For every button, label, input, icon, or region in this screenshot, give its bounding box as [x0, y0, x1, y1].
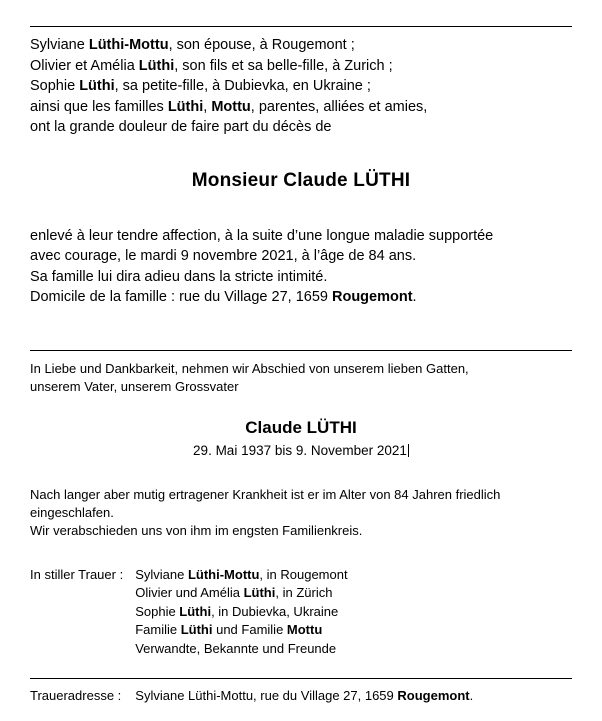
text-line: ont la grande douleur de faire part du décès de [30, 119, 332, 135]
french-notice [0, 27, 602, 308]
text-line: Verwandte, Bekannte und Freunde [135, 640, 337, 656]
text-line: Nach langer aber mutig ertragener Krankheit ist er im Alter von 84 Jahren friedlich [30, 486, 501, 502]
text-line: ainsi que les familles Lüthi, Mottu, parentes, alliées et amies, [30, 98, 428, 115]
french-family-lines [30, 35, 572, 138]
mourners-label: In stiller Trauer : [30, 566, 124, 582]
text-line: enlevé à leur tendre affection, à la suite d’une longue maladie supportée [30, 227, 494, 244]
address-value [135, 688, 473, 703]
deceased-dates-text: 29. Mai 1937 bis 9. November 2021 [193, 442, 407, 458]
obituary-document [0, 26, 602, 721]
deceased-dates [30, 443, 572, 458]
text-line: Sylviane Lüthi-Mottu, in Rougemont [135, 566, 348, 582]
text-line: Sophie Lüthi, sa petite-fille, à Dubievka, en Ukraine ; [30, 78, 371, 94]
text-line: Sa famille lui dira adieu dans la stricte intimité. [30, 268, 328, 285]
text-line: eingeschlafen. [30, 504, 114, 520]
text-line: Olivier et Amélia Lüthi, son fils et sa belle-fille, à Zurich ; [30, 57, 393, 74]
text-cursor [408, 444, 409, 457]
mourners-list [135, 566, 347, 659]
german-mourners [30, 566, 572, 659]
trauer-address [30, 688, 572, 703]
text-line: avec courage, le mardi 9 novembre 2021, à l’âge de 84 ans. [30, 248, 417, 264]
text-line: Sylviane Lüthi-Mottu, son épouse, à Rougemont ; [30, 37, 355, 53]
german-intro [30, 360, 572, 396]
text-line: Familie Lüthi und Familie Mottu [135, 622, 323, 637]
german-body [30, 486, 572, 540]
text-line: Sylviane Lüthi-Mottu, rue du Village 27, 1659 Rougemont. [135, 688, 474, 703]
text-line: In Liebe und Dankbarkeit, nehmen wir Abschied von unserem lieben Gatten, [30, 360, 469, 376]
text-line: Wir verabschieden uns von ihm im engsten Familienkreis. [30, 522, 363, 538]
text-line: Olivier und Amélia Lüthi, in Zürich [135, 585, 333, 600]
text-line: unserem Vater, unserem Grossvater [30, 378, 239, 394]
german-address-block [0, 679, 602, 703]
deceased-name-fr: Monsieur Claude LÜTHI [191, 169, 411, 191]
deceased-name-de: Claude LÜTHI [245, 417, 357, 437]
address-label: Traueradresse : [30, 688, 122, 703]
text-line: Domicile de la famille : rue du Village 27, 1659 Rougemont. [30, 289, 417, 305]
german-notice [0, 351, 602, 659]
french-details [30, 226, 572, 308]
text-line: Sophie Lüthi, in Dubievka, Ukraine [135, 603, 339, 619]
